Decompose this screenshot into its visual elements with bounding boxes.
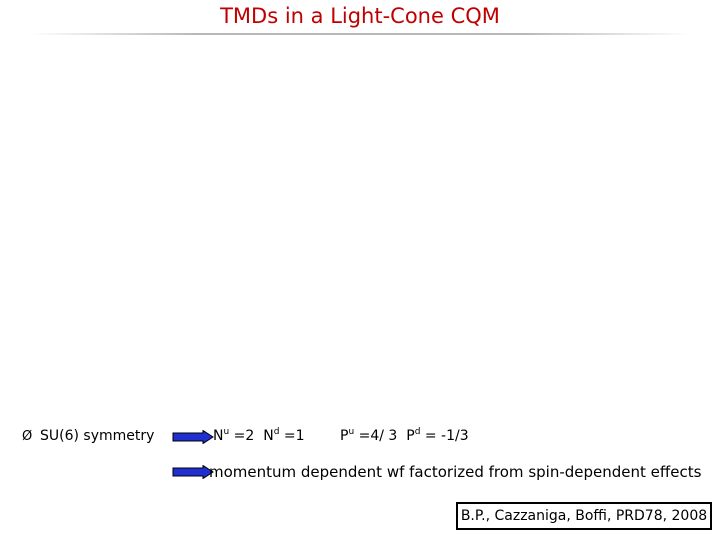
bullet-label: SU(6) symmetry [40, 428, 155, 444]
n-u-value: =2 [229, 428, 255, 444]
n-d-value: =1 [279, 428, 305, 444]
right-block-arrow-icon [172, 465, 214, 479]
bullet-su6 [22, 428, 154, 444]
polarization-formula [340, 427, 469, 444]
arrowhead-bullet-icon: Ø [22, 429, 33, 444]
right-block-arrow-icon [172, 430, 214, 444]
title-divider [30, 33, 690, 35]
n-u-superscript: u [223, 427, 230, 437]
slide-title: TMDs in a Light-Cone CQM [220, 4, 500, 28]
p-u-value: =4/ 3 [354, 428, 398, 444]
n-u-base: N [213, 428, 224, 444]
momentum-note: momentum dependent wf factorized from spin-dependent effects [209, 463, 702, 481]
p-d-superscript: d [414, 427, 421, 437]
p-d-value: = -1/3 [420, 428, 469, 444]
p-u-base: P [340, 428, 349, 444]
p-d-base: P [406, 428, 415, 444]
n-d-base: N [263, 428, 274, 444]
p-u-superscript: u [348, 427, 355, 437]
n-d-superscript: d [273, 427, 280, 437]
normalization-formula [213, 427, 305, 444]
reference-box: B.P., Cazzaniga, Boffi, PRD78, 2008 [456, 502, 712, 530]
